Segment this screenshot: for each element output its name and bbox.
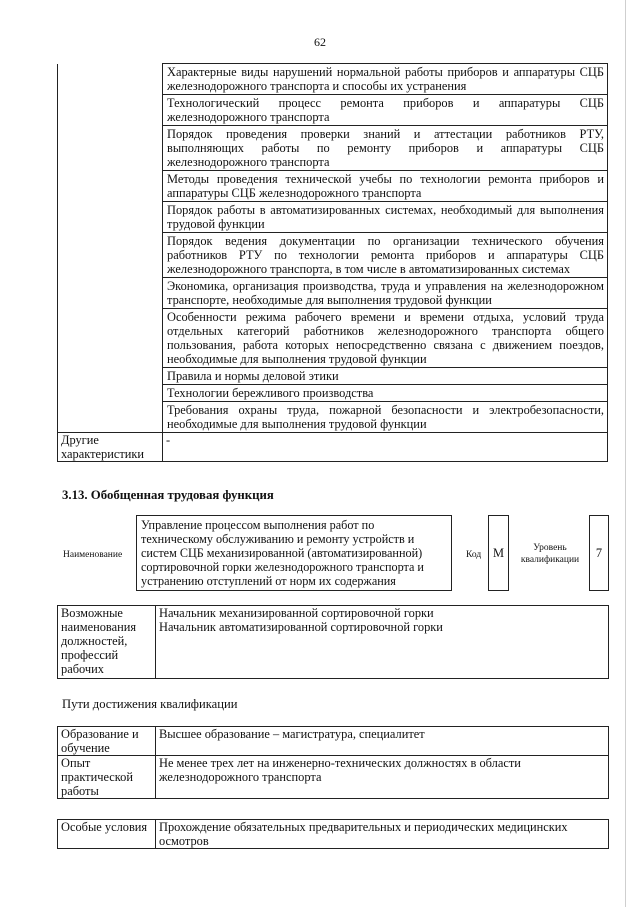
experience-label: Опыт практической работы — [58, 756, 156, 799]
knowledge-item: Правила и нормы деловой этики — [163, 368, 608, 385]
qualification-level-box: 7 — [589, 515, 609, 591]
special-conditions-value: Прохождение обязательных предварительных и периодических медицинских осмотров — [156, 820, 609, 849]
name-label: Наименование — [63, 550, 123, 560]
knowledge-item: Экономика, организация производства, труда и управления на железнодорожном транспорте, необходимые для выполнения трудовой функции — [163, 278, 608, 309]
qualification-level-label: Уровень квалификации — [520, 543, 580, 565]
knowledge-item: Порядок ведения документации по организации технического обучения работников РТУ по технологии ремонта приборов и аппаратуры СЦБ железнодорожного транспорта, в том числе в автоматизированных системах — [163, 233, 608, 278]
education-label: Образование и обучение — [58, 727, 156, 756]
positions-table — [57, 605, 609, 679]
other-characteristics-value: - — [163, 433, 608, 462]
experience-value: Не менее трех лет на инженерно-технических должностях в области железнодорожного транспорта — [156, 756, 609, 799]
function-name-box: Управление процессом выполнения работ по техническому обслуживанию и ремонту устройств и систем СЦБ механизированной (автоматизированной) сортировочной горки железнодорожного транспорта и устранению отступлений от норм их содержания — [136, 515, 452, 591]
required-knowledge-table — [57, 63, 608, 462]
code-value-box: M — [488, 515, 509, 591]
special-conditions-label: Особые условия — [58, 820, 156, 849]
position-title: Начальник механизированной сортировочной горки — [159, 606, 434, 620]
knowledge-item: Методы проведения технической учебы по технологии ремонта приборов и аппаратуры СЦБ железнодорожного транспорта — [163, 171, 608, 202]
other-characteristics-label: Другие характеристики — [58, 433, 163, 462]
function-header-row — [57, 515, 609, 599]
position-title: Начальник автоматизированной сортировочной горки — [159, 620, 443, 634]
knowledge-item: Требования охраны труда, пожарной безопасности и электробезопасности, необходимые для выполнения трудовой функции — [163, 402, 608, 433]
page-edge-line — [625, 0, 626, 907]
special-conditions-table — [57, 819, 609, 849]
qualification-table — [57, 726, 609, 799]
qualification-heading: Пути достижения квалификации — [62, 697, 238, 711]
knowledge-label-cell — [58, 64, 163, 433]
positions-value-cell — [156, 606, 609, 679]
section-heading: 3.13. Обобщенная трудовая функция — [62, 488, 274, 502]
page-number: 62 — [314, 35, 326, 49]
knowledge-item: Технологии бережливого производства — [163, 385, 608, 402]
knowledge-item: Порядок работы в автоматизированных системах, необходимый для выполнения трудовой функции — [163, 202, 608, 233]
knowledge-item: Особенности режима рабочего времени и времени отдыха, условий труда отдельных категорий работников железнодорожного транспорта общего пользования, работа которых непосредственно связана с движением поездов, необходимые для выполнения трудовой функции — [163, 309, 608, 368]
knowledge-item: Технологический процесс ремонта приборов и аппаратуры СЦБ железнодорожного транспорта — [163, 95, 608, 126]
knowledge-item: Порядок проведения проверки знаний и аттестации работников РТУ, выполняющих работы по ремонту приборов и аппаратуры СЦБ железнодорожного транспорта — [163, 126, 608, 171]
code-label: Код — [466, 550, 482, 560]
knowledge-item: Характерные виды нарушений нормальной работы приборов и аппаратуры СЦБ железнодорожного транспорта и способы их устранения — [163, 64, 608, 95]
positions-label: Возможные наименования должностей, профессий рабочих — [58, 606, 156, 679]
education-value: Высшее образование – магистратура, специалитет — [156, 727, 609, 756]
